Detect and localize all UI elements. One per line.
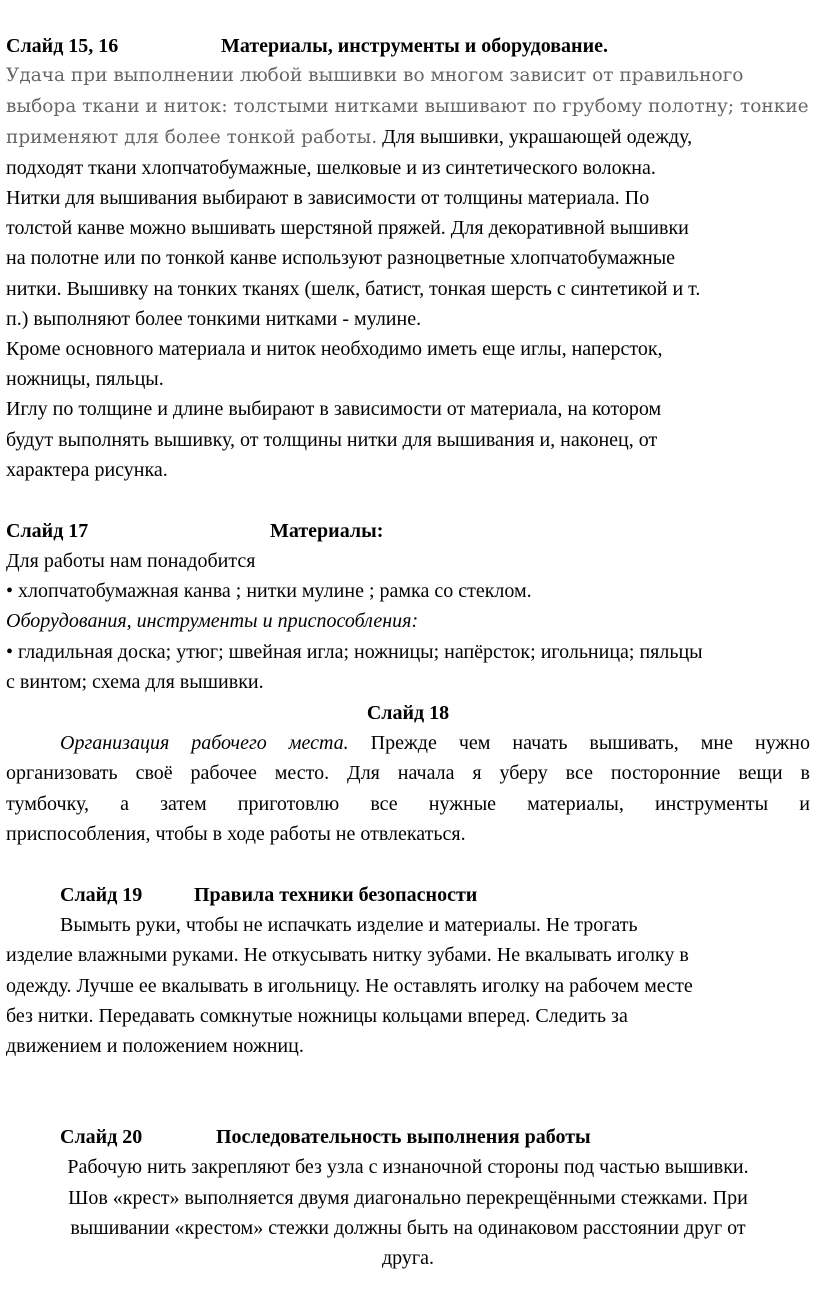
slide-18-word: посторонние bbox=[610, 762, 721, 784]
slide-19-line: Вымыть руки, чтобы не испачкать изделие и материалы. Не трогать bbox=[60, 914, 638, 936]
slide-17-intro: Для работы нам понадобится bbox=[6, 550, 256, 572]
slide-17-bullet: • хлопчатобумажная канва ; нитки мулине ; рамка со стеклом. bbox=[6, 580, 532, 602]
slide-15-line: нитки. Вышивку на тонких тканях (шелк, батист, тонкая шерсть с синтетикой и т. bbox=[6, 278, 701, 300]
slide-18-word: Прежде bbox=[370, 732, 437, 754]
slide-19-line: одежду. Лучше ее вкалывать в игольницу. Не оставлять иголку на рабочем месте bbox=[6, 975, 693, 997]
slide-15-line: ножницы, пяльцы. bbox=[6, 368, 164, 390]
slide-19-line: изделие влажными руками. Не откусывать нитку зубами. Не вкалывать иголку в bbox=[6, 944, 689, 966]
slide-18-word: начать bbox=[512, 732, 568, 754]
slide-17-subheading: Оборудования, инструменты и приспособления: bbox=[6, 610, 419, 632]
slide-17-title: Материалы: bbox=[270, 520, 384, 542]
slide-20-line: вышивании «крестом» стежки должны быть на одинаковом расстоянии друг от bbox=[70, 1217, 746, 1239]
slide-15-black-fragment: Для вышивки, украшающей одежду, bbox=[377, 126, 693, 148]
slide-20-line: друга. bbox=[382, 1247, 434, 1269]
slide-18-word: и bbox=[799, 793, 810, 815]
slide-15-line: Кроме основного материала и ниток необходимо иметь еще иглы, наперсток, bbox=[6, 338, 663, 360]
slide-20-line: Шов «крест» выполняется двумя диагонально перекрещёнными стежками. При bbox=[68, 1187, 748, 1209]
slide-20-title: Последовательность выполнения работы bbox=[216, 1126, 591, 1148]
slide-15-line: будут выполнять вышивку, от толщины нитки для вышивания и, наконец, от bbox=[6, 429, 658, 451]
slide-15-line: толстой канве можно вышивать шерстяной пряжей. Для декоративной вышивки bbox=[6, 217, 689, 239]
slide-15-line: выбора ткани и ниток: толстыми нитками вышивают по грубому полотну; тонкие bbox=[6, 96, 809, 117]
slide-18-word: места. bbox=[288, 732, 349, 754]
slide-18-word: в bbox=[800, 762, 810, 784]
slide-18-word: вышивать, bbox=[589, 732, 679, 754]
slide-18-word: чем bbox=[458, 732, 491, 754]
slide-15-gray-fragment: применяют для более тонкой работы. bbox=[6, 127, 378, 148]
slide-18-word: нужные bbox=[428, 793, 497, 815]
slide-15-line bbox=[6, 125, 692, 150]
slide-19-line: без нитки. Передавать сомкнутые ножницы кольцами вперед. Следить за bbox=[6, 1005, 628, 1027]
slide-19-heading bbox=[60, 883, 478, 907]
slide-18-word: а bbox=[120, 793, 130, 815]
slide-20-number: Слайд 20 bbox=[60, 1126, 143, 1148]
slide-15-line: Иглу по толщине и длине выбирают в зависимости от материала, на котором bbox=[6, 398, 662, 420]
slide-18-word: начала bbox=[397, 762, 455, 784]
slide-18-word: все bbox=[370, 793, 398, 815]
slide-18-word: затем bbox=[160, 793, 207, 815]
slide-18-word: уберу bbox=[499, 762, 548, 784]
slide-19-title: Правила техники безопасности bbox=[194, 884, 478, 906]
slide-18-word: рабочего bbox=[191, 732, 267, 754]
slide-15-line: Удача при выполнении любой вышивки во многом зависит от правильного bbox=[6, 65, 744, 86]
slide-18-word: нужно bbox=[754, 732, 810, 754]
slide-17-heading bbox=[6, 519, 384, 543]
slide-18-line bbox=[6, 731, 810, 755]
slide-18-word: все bbox=[565, 762, 593, 784]
slide-15-number: Слайд 15, 16 bbox=[6, 35, 119, 57]
slide-18-heading: Слайд 18 bbox=[366, 702, 450, 724]
slide-18-word: мне bbox=[700, 732, 734, 754]
slide-18-word: организовать bbox=[6, 762, 118, 784]
slide-18-word: приготовлю bbox=[237, 793, 340, 815]
slide-18-word: Для bbox=[347, 762, 380, 784]
slide-20-heading bbox=[60, 1125, 591, 1149]
slide-15-line: Нитки для вышивания выбирают в зависимости от толщины материала. По bbox=[6, 187, 650, 209]
slide-18-line bbox=[6, 792, 810, 816]
slide-19-number: Слайд 19 bbox=[60, 884, 143, 906]
slide-18-word: тумбочку, bbox=[6, 793, 90, 815]
slide-18-word: инструменты bbox=[654, 793, 769, 815]
slide-18-word: рабочее bbox=[190, 762, 257, 784]
slide-18-word: своё bbox=[135, 762, 173, 784]
slide-20-line: Рабочую нить закрепляют без узла с изнаночной стороны под частью вышивки. bbox=[67, 1156, 749, 1178]
slide-18-word: вещи bbox=[738, 762, 783, 784]
slide-18-word: материалы, bbox=[527, 793, 624, 815]
slide-17-bullet-continuation: с винтом; схема для вышивки. bbox=[6, 671, 264, 693]
slide-19-line: движением и положением ножниц. bbox=[6, 1035, 304, 1057]
slide-15-line: подходят ткани хлопчатобумажные, шелковые и из синтетического волокна. bbox=[6, 157, 656, 179]
slide-18-line: приспособления, чтобы в ходе работы не отвлекаться. bbox=[6, 823, 466, 845]
slide-15-line: на полотне или по тонкой канве используют разноцветные хлопчатобумажные bbox=[6, 247, 676, 269]
slide-18-line bbox=[6, 761, 810, 785]
slide-17-number: Слайд 17 bbox=[6, 520, 89, 542]
slide-15-line: п.) выполняют более тонкими нитками - мулине. bbox=[6, 308, 422, 330]
slide-15-line: характера рисунка. bbox=[6, 459, 168, 481]
slide-18-word: Организация bbox=[60, 732, 170, 754]
slide-17-bullet: • гладильная доска; утюг; швейная игла; ножницы; напёрсток; игольница; пяльцы bbox=[6, 641, 703, 663]
slide-18-word: место. bbox=[274, 762, 330, 784]
slide-15-heading bbox=[6, 34, 608, 58]
slide-18-word: я bbox=[472, 762, 482, 784]
slide-15-title: Материалы, инструменты и оборудование. bbox=[221, 35, 608, 57]
